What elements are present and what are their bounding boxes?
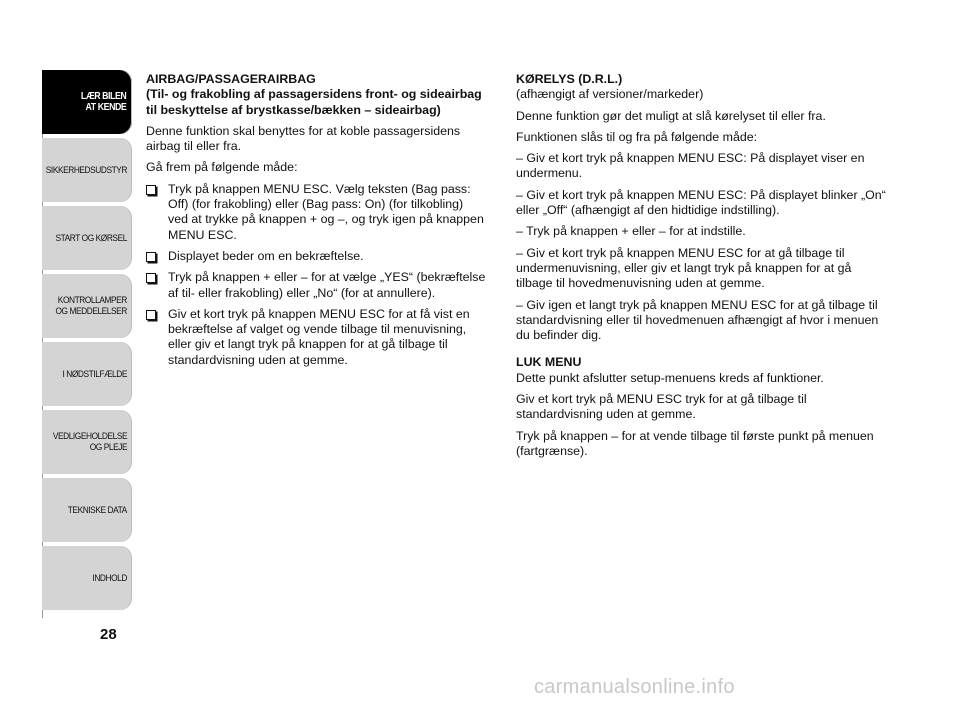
list-item-text: Tryk på knappen MENU ESC. Vælg teksten (Bag pass: Off) (for frakobling) eller (Bag pass: On) (for tilkobling) ved at trykke på knappen + og –, og tryk igen på knappen MENU ESC. (168, 181, 484, 242)
paragraph: – Giv et kort tryk på knappen MENU ESC for at gå tilbage til undermenuvisning, eller giv et langt tryk på knappen for at gå tilbage til hovedmenuvisning uden at gemme. (516, 245, 852, 291)
list-item (146, 182, 486, 243)
tab-tekniske-data[interactable] (42, 478, 132, 542)
tab-label: LÆR BILEN AT KENDE (81, 91, 127, 113)
airbag-heading-block (146, 72, 486, 118)
tab-laer-bilen-at-kende[interactable] (42, 70, 132, 134)
tab-indhold[interactable] (42, 546, 132, 610)
paragraph: Denne funktion skal benyttes for at koble passagersidens airbag til eller fra. (146, 123, 461, 154)
paragraph: Denne funktion gør det muligt at slå kørelyset til eller fra. (516, 108, 826, 123)
list-item (146, 249, 486, 264)
page-number: 28 (100, 626, 117, 643)
watermark: carmanualsonline.info (534, 676, 735, 698)
paragraph: Tryk på knappen – for at vende tilbage til første punkt på menuen (fartgrænse). (516, 428, 874, 458)
checkbox-bullet-icon (146, 273, 156, 283)
tab-label: INDHOLD (92, 572, 127, 584)
drl-subnote: (afhængigt af versioner/markeder) (516, 87, 704, 102)
left-column (146, 72, 486, 374)
paragraph: Dette punkt afslutter setup-menuens kreds af funktioner. (516, 370, 824, 385)
right-column (516, 72, 886, 465)
paragraph: Gå frem på følgende måde: (146, 160, 298, 175)
tab-label: START OG KØRSEL (55, 232, 127, 244)
paragraph: Funktionen slås til og fra på følgende måde: (516, 129, 758, 144)
airbag-heading: AIRBAG/PASSAGERAIRBAG (146, 72, 316, 86)
tab-label: TEKNISKE DATA (67, 504, 127, 516)
tab-kontrollamper[interactable] (42, 274, 132, 338)
tab-i-nodstilfaelde[interactable] (42, 342, 132, 406)
section-tabs (42, 70, 132, 614)
list-item (146, 270, 486, 301)
list-item-text: Tryk på knappen + eller – for at vælge „YES“ (bekræftelse af til- eller frakobling) eller „No“ (for at annullere). (168, 270, 486, 300)
airbag-subheading: (Til- og frakobling af passagersidens front- og sideairbag til beskyttelse af brystkasse/bækken – sideairbag) (146, 87, 482, 117)
checkbox-bullet-icon (146, 252, 156, 262)
tab-label: VEDLIGEHOLDELSE OG PLEJE (52, 431, 127, 453)
checkbox-bullet-icon (146, 310, 156, 320)
paragraph: – Giv igen et langt tryk på knappen MENU ESC for at gå tilbage til standardvisning eller til hovedmenuen afhængigt af hvor i menuen du befinder dig. (516, 297, 879, 343)
tab-sikkerhedsudstyr[interactable] (42, 138, 132, 202)
tab-vedligeholdelse[interactable] (42, 410, 132, 474)
luk-menu-heading: LUK MENU (516, 355, 582, 370)
tab-label: SIKKERHEDSUDSTYR (45, 164, 127, 176)
paragraph: Giv et kort tryk på MENU ESC tryk for at gå tilbage til standardvisning uden at gemme. (516, 392, 807, 422)
steps-list (146, 182, 486, 368)
paragraph: – Tryk på knappen + eller – for at indstille. (516, 224, 746, 239)
tab-label: KONTROLLAMPER OG MEDDELELSER (55, 295, 127, 317)
paragraph: – Giv et kort tryk på knappen MENU ESC: På displayet viser en undermenu. (516, 151, 865, 181)
checkbox-bullet-icon (146, 185, 156, 195)
paragraph: – Giv et kort tryk på knappen MENU ESC: På displayet blinker „On“ eller „Off“ (afhængigt af den hidtidige indstilling). (516, 187, 886, 218)
list-item (146, 307, 486, 368)
tab-label: I NØDSTILFÆLDE (62, 368, 127, 380)
list-item-text: Displayet beder om en bekræftelse. (168, 248, 364, 263)
drl-heading: KØRELYS (D.R.L.) (516, 72, 623, 86)
tab-start-og-korsel[interactable] (42, 206, 132, 270)
list-item-text: Giv et kort tryk på knappen MENU ESC for at få vist en bekræftelse af valget og vende tilbage til menuvisning, eller giv et langt tryk på knappen for at gå tilbage til standardvisning uden at gemme. (168, 306, 470, 367)
